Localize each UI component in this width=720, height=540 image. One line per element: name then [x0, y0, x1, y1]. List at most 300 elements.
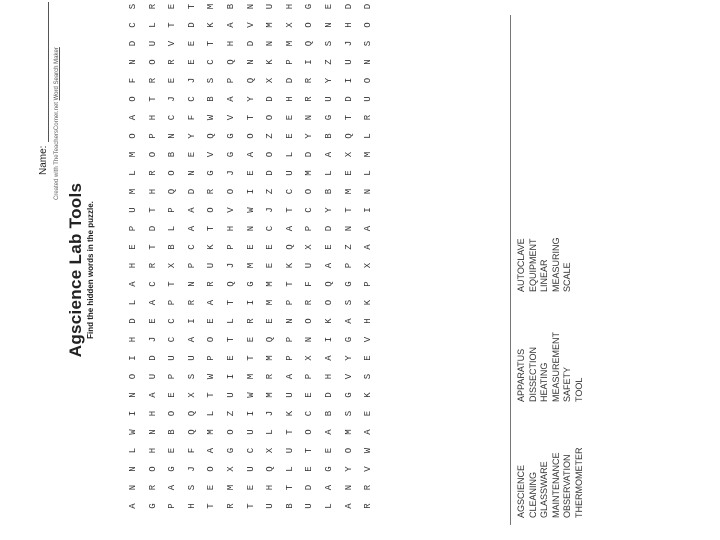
grid-letter: F — [128, 77, 138, 84]
grid-letter: L — [324, 503, 334, 509]
grid-letter: Y — [186, 133, 197, 139]
grid-letter: A — [324, 484, 334, 491]
grid-letter: A — [363, 429, 374, 435]
grid-letter: R — [206, 281, 217, 287]
grid-letter: W — [206, 114, 217, 121]
grid-letter: P — [284, 59, 295, 65]
grid-letter: T — [226, 299, 236, 306]
grid-letter: U — [284, 392, 295, 398]
grid-letter: O — [363, 22, 374, 28]
grid-letter: A — [186, 225, 197, 232]
grid-letter: R — [147, 3, 158, 10]
grid-letter: D — [284, 77, 295, 84]
grid-letter: N — [245, 3, 256, 10]
grid-letter: K — [284, 262, 295, 269]
grid-letter: C — [245, 447, 256, 454]
grid-letter: L — [128, 299, 138, 306]
grid-letter: J — [147, 336, 158, 343]
grid-letter: V — [245, 22, 256, 28]
grid-letter: D — [186, 22, 197, 28]
grid-letter: A — [245, 151, 256, 158]
grid-letter: T — [186, 3, 197, 10]
grid-letter: H — [147, 188, 158, 195]
grid-letter: C — [206, 59, 217, 65]
grid-letter: V — [226, 114, 236, 121]
grid-letter: R — [147, 484, 158, 491]
grid-letter: H — [363, 318, 374, 324]
grid-letter: U — [343, 59, 354, 65]
grid-letter: I — [304, 59, 315, 65]
grid-letter: R — [206, 188, 217, 195]
word-search-maker-link[interactable]: Word Search Maker — [54, 47, 60, 101]
grid-letter: P — [304, 225, 315, 232]
credit-prefix: Created with TheTeachersCorner.net — [54, 100, 60, 200]
grid-letter: E — [284, 133, 295, 139]
grid-letter: K — [284, 410, 295, 417]
grid-letter: E — [363, 355, 374, 361]
grid-letter: A — [206, 447, 217, 454]
grid-letter: X — [304, 244, 315, 250]
grid-letter: E — [324, 244, 334, 250]
grid-letter: T — [206, 503, 217, 509]
grid-letter: R — [304, 299, 315, 306]
grid-letter: S — [186, 484, 197, 491]
word-list-item: LINEAR — [539, 259, 549, 292]
grid-letter: O — [304, 429, 315, 435]
grid-letter: O — [265, 114, 276, 121]
grid-letter: B — [167, 429, 178, 435]
grid-letter: Q — [186, 410, 197, 417]
grid-letter: D — [128, 318, 138, 324]
grid-letter: D — [265, 170, 276, 176]
word-list-item: AGSCIENCE — [516, 464, 526, 518]
grid-letter: I — [186, 318, 197, 324]
grid-letter: P — [284, 336, 295, 343]
grid-letter: D — [147, 225, 158, 232]
grid-letter: Q — [226, 281, 236, 287]
grid-letter: T — [343, 207, 354, 213]
grid-letter: A — [284, 225, 295, 232]
grid-letter: M — [206, 429, 217, 435]
word-list-item: APPARATUS — [516, 348, 526, 402]
grid-letter: L — [167, 225, 178, 232]
grid-letter: M — [265, 355, 276, 361]
word-list-item: EQUIPMENT — [527, 238, 538, 292]
grid-letter: L — [363, 170, 374, 176]
grid-letter: Z — [265, 133, 276, 139]
grid-letter: X — [265, 447, 276, 454]
grid-letter: I — [343, 77, 354, 84]
grid-letter: L — [128, 447, 138, 454]
grid-letter: C — [186, 96, 197, 102]
grid-letter: K — [363, 392, 374, 398]
word-list-item: HEATING — [539, 362, 549, 402]
grid-letter: E — [343, 170, 354, 176]
grid-letter: O — [226, 188, 236, 195]
grid-letter: T — [343, 114, 354, 121]
grid-letter: O — [206, 336, 217, 343]
grid-letter: X — [167, 262, 178, 269]
word-list-item: MAINTENANCE — [550, 452, 561, 518]
grid-letter: G — [226, 447, 236, 454]
grid-letter: H — [128, 336, 138, 343]
grid-letter: C — [284, 188, 295, 195]
grid-letter: J — [186, 77, 197, 84]
grid-letter: T — [226, 336, 236, 343]
grid-letter: Q — [167, 188, 178, 195]
grid-letter: R — [363, 114, 374, 121]
grid-letter: J — [226, 170, 236, 176]
grid-letter: T — [147, 96, 158, 102]
grid-letter: N — [363, 188, 374, 195]
grid-letter: G — [324, 114, 334, 121]
grid-letter: E — [363, 410, 374, 417]
grid-letter: Q — [265, 466, 276, 472]
grid-letter: N — [363, 59, 374, 65]
grid-letter: E — [167, 447, 178, 454]
grid-letter: R — [363, 484, 374, 491]
grid-letter: O — [226, 429, 236, 435]
grid-letter: J — [226, 262, 236, 269]
grid-letter: C — [186, 244, 197, 250]
grid-letter: M — [304, 170, 315, 176]
grid-letter: P — [128, 225, 138, 232]
grid-letter: T — [245, 355, 256, 361]
word-list-item: GLASSWARE — [539, 461, 549, 518]
grid-letter: J — [343, 40, 354, 47]
grid-letter: P — [363, 281, 374, 287]
grid-letter: X — [304, 355, 315, 361]
grid-letter: E — [324, 3, 334, 10]
grid-letter: B — [324, 188, 334, 195]
grid-letter: L — [284, 466, 295, 472]
grid-letter: A — [324, 355, 334, 361]
grid-letter: T — [245, 114, 256, 121]
instructions: Find the hidden words in the puzzle. — [86, 201, 95, 339]
grid-letter: D — [363, 3, 374, 10]
grid-letter: R — [304, 77, 315, 84]
grid-letter: E — [245, 336, 256, 343]
grid-letter: K — [206, 22, 217, 28]
grid-letter: H — [284, 96, 295, 102]
grid-letter: H — [324, 373, 334, 380]
grid-letter: Z — [226, 410, 236, 417]
grid-letter: W — [363, 447, 374, 454]
grid-letter: G — [324, 466, 334, 472]
grid-letter: P — [167, 373, 178, 380]
grid-letter: O — [206, 207, 217, 213]
grid-letter: I — [226, 373, 236, 380]
grid-letter: D — [128, 40, 138, 47]
grid-letter: N — [304, 336, 315, 343]
grid-letter: G — [343, 281, 354, 287]
grid-letter: T — [284, 207, 295, 213]
grid-letter: F — [186, 447, 197, 454]
grid-letter: E — [186, 40, 197, 47]
grid-letter: D — [147, 355, 158, 361]
grid-letter: U — [265, 3, 276, 10]
grid-letter: J — [265, 207, 276, 213]
grid-letter: D — [304, 151, 315, 158]
grid-letter: Z — [265, 188, 276, 195]
grid-letter: B — [206, 96, 217, 102]
page-title: Agscience Lab Tools — [66, 182, 85, 358]
grid-letter: G — [226, 151, 236, 158]
word-list-item: TOOL — [573, 377, 584, 402]
grid-letter: R — [363, 503, 374, 509]
grid-letter: Y — [343, 466, 354, 472]
grid-letter: U — [284, 447, 295, 454]
grid-letter: T — [147, 244, 158, 250]
grid-letter: M — [206, 3, 217, 10]
grid-letter: I — [128, 355, 138, 361]
grid-letter: C — [167, 114, 178, 121]
grid-letter: A — [128, 503, 138, 509]
name-label: Name: — [38, 145, 49, 175]
grid-letter: T — [167, 281, 178, 287]
grid-letter: P — [167, 503, 178, 509]
grid-letter: M — [245, 373, 256, 380]
grid-letter: U — [245, 429, 256, 435]
grid-letter: O — [128, 373, 138, 380]
grid-letter: L — [363, 133, 374, 139]
grid-letter: H — [186, 503, 197, 509]
grid-letter: C — [265, 225, 276, 232]
grid-letter: M — [128, 151, 138, 158]
grid-letter: M — [284, 40, 295, 47]
grid-letter: D — [265, 96, 276, 102]
grid-letter: P — [186, 262, 197, 269]
grid-letter: U — [265, 503, 276, 509]
grid-letter: A — [128, 114, 138, 121]
grid-letter: J — [167, 96, 178, 102]
grid-letter: V — [167, 40, 178, 47]
grid-letter: E — [206, 318, 217, 324]
grid-letter: T — [284, 281, 295, 287]
grid-letter: S — [363, 373, 374, 380]
grid-letter: F — [186, 114, 197, 121]
grid-letter: S — [128, 3, 138, 10]
grid-letter: V — [363, 336, 374, 343]
grid-letter: S — [343, 410, 354, 417]
grid-letter: C — [304, 410, 315, 417]
grid-letter: O — [128, 96, 138, 102]
grid-letter: M — [265, 22, 276, 28]
grid-letter: C — [304, 207, 315, 213]
grid-letter: H — [265, 484, 276, 491]
grid-letter: C — [167, 318, 178, 324]
grid-letter: N — [128, 59, 138, 65]
grid-letter: Q — [304, 40, 315, 47]
grid-letter: A — [186, 207, 197, 213]
grid-letter: Y — [324, 77, 334, 84]
grid-letter: G — [343, 392, 354, 398]
grid-letter: T — [284, 429, 295, 435]
grid-letter: W — [128, 429, 138, 435]
grid-letter: C — [147, 281, 158, 287]
grid-letter: O — [324, 299, 334, 306]
grid-letter: E — [265, 262, 276, 269]
grid-letter: H — [128, 262, 138, 269]
grid-letter: P — [226, 244, 236, 250]
grid-letter: H — [147, 114, 158, 121]
grid-letter: G — [167, 466, 178, 472]
grid-letter: A — [324, 151, 334, 158]
grid-letter: O — [304, 22, 315, 28]
grid-letter: N — [265, 40, 276, 47]
grid-letter: J — [265, 410, 276, 417]
grid-letter: U — [304, 262, 315, 269]
grid-letter: C — [128, 22, 138, 28]
grid-letter: U — [324, 96, 334, 102]
grid-letter: O — [304, 318, 315, 324]
grid-letter: S — [363, 40, 374, 47]
grid-letter: D — [343, 96, 354, 102]
grid-letter: F — [304, 281, 315, 287]
grid-letter: R — [265, 373, 276, 380]
grid-letter: X — [363, 262, 374, 269]
grid-letter: N — [343, 484, 354, 491]
grid-letter: N — [167, 133, 178, 139]
grid-letter: B — [284, 503, 295, 509]
grid-letter: N — [186, 281, 197, 287]
grid-letter: P — [343, 262, 354, 269]
grid-letter: T — [245, 503, 256, 509]
grid-letter: P — [147, 133, 158, 139]
grid-letter: R — [147, 262, 158, 269]
grid-letter: D — [304, 484, 315, 491]
grid-letter: G — [147, 503, 158, 509]
grid-letter: P — [304, 373, 315, 380]
grid-letter: H — [147, 447, 158, 454]
grid-letter: P — [167, 207, 178, 213]
grid-letter: D — [324, 392, 334, 398]
grid-letter: M — [245, 262, 256, 269]
grid-letter: T — [147, 207, 158, 213]
grid-letter: E — [206, 484, 217, 491]
grid-letter: E — [186, 151, 197, 158]
grid-letter: T — [206, 40, 217, 47]
grid-letter: D — [324, 225, 334, 232]
word-list-item: OBSERVATION — [562, 454, 572, 518]
grid-letter: Q — [324, 281, 334, 287]
grid-letter: R — [304, 96, 315, 102]
grid-letter: N — [147, 429, 158, 435]
grid-letter: M — [265, 299, 276, 306]
grid-letter: W — [206, 373, 217, 380]
grid-letter: T — [206, 392, 217, 398]
grid-letter: G — [245, 281, 256, 287]
grid-letter: A — [226, 96, 236, 102]
grid-letter: A — [324, 429, 334, 435]
grid-letter: H — [147, 410, 158, 417]
grid-letter: U — [147, 373, 158, 380]
grid-letter: E — [226, 355, 236, 361]
grid-letter: J — [186, 466, 197, 472]
grid-letter: O — [147, 59, 158, 65]
grid-letter: A — [363, 244, 374, 250]
grid-letter: V — [363, 466, 374, 472]
grid-letter: A — [128, 281, 138, 287]
grid-letter: N — [284, 318, 295, 324]
grid-letter: O — [245, 133, 256, 139]
grid-letter: P — [284, 355, 295, 361]
grid-letter: E — [265, 244, 276, 250]
grid-letter: L — [284, 151, 295, 158]
grid-letter: I — [128, 410, 138, 417]
grid-letter: H — [226, 225, 236, 232]
grid-letter: Q — [343, 133, 354, 139]
grid-letter: D — [343, 3, 354, 10]
grid-letter: G — [226, 133, 236, 139]
grid-letter: Y — [304, 133, 315, 139]
grid-letter: H — [284, 3, 295, 10]
grid-letter: Q — [186, 429, 197, 435]
grid-letter: Q — [206, 133, 217, 139]
grid-letter: A — [284, 373, 295, 380]
word-list-item: SAFETY — [562, 366, 572, 402]
word-list-item: MEASUREMENT — [550, 331, 561, 402]
grid-letter: E — [304, 466, 315, 472]
grid-letter: M — [265, 281, 276, 287]
grid-letter: R — [147, 77, 158, 84]
grid-letter: D — [245, 40, 256, 47]
grid-letter: M — [343, 188, 354, 195]
word-list-divider — [510, 15, 511, 525]
grid-letter: U — [206, 262, 217, 269]
grid-letter: R — [186, 299, 197, 306]
grid-letter: N — [128, 484, 138, 491]
grid-letter: E — [284, 114, 295, 121]
grid-letter: Q — [245, 77, 256, 84]
grid-letter: V — [226, 207, 236, 213]
grid-letter: A — [147, 299, 158, 306]
grid-letter: A — [324, 262, 334, 269]
grid-letter: L — [128, 170, 138, 176]
grid-letter: I — [245, 299, 256, 306]
grid-letter: O — [343, 447, 354, 454]
grid-letter: E — [304, 392, 315, 398]
grid-letter: O — [363, 77, 374, 84]
grid-letter: P — [226, 77, 236, 84]
grid-letter: Y — [245, 96, 256, 102]
grid-letter: N — [245, 59, 256, 65]
grid-letter: A — [343, 318, 354, 324]
grid-letter: A — [226, 22, 236, 28]
grid-letter: I — [363, 207, 374, 213]
grid-letter: S — [324, 40, 334, 47]
grid-letter: K — [324, 318, 334, 324]
grid-letter: L — [226, 318, 236, 324]
grid-letter: X — [226, 466, 236, 472]
grid-letter: Q — [265, 336, 276, 343]
grid-letter: O — [206, 466, 217, 472]
grid-letter: T — [167, 22, 178, 28]
grid-letter: R — [147, 170, 158, 176]
grid-letter: B — [167, 151, 178, 158]
word-list-item: SCALE — [562, 262, 572, 292]
grid-letter: X — [265, 77, 276, 84]
grid-letter: X — [186, 392, 197, 398]
grid-letter: O — [147, 466, 158, 472]
grid-letter: S — [343, 299, 354, 306]
grid-letter: R — [245, 318, 256, 324]
grid-letter: L — [324, 170, 334, 176]
grid-letter: I — [245, 188, 256, 195]
grid-letter: U — [128, 207, 138, 213]
grid-letter: E — [245, 244, 256, 250]
grid-letter: A — [167, 484, 178, 491]
